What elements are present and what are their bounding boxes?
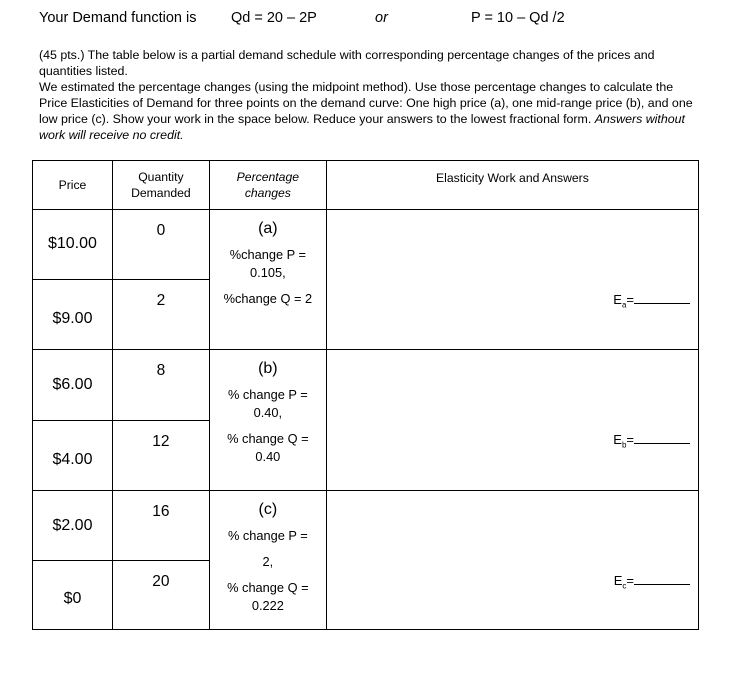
pct-line: % change Q =: [227, 431, 309, 446]
quantity-cell: 16: [112, 491, 209, 561]
instructions-paragraph-1: (45 pts.) The table below is a partial demand schedule with corresponding percentage changes of the prices and quantities listed.: [39, 48, 655, 78]
percentage-cell-b: [209, 350, 326, 491]
percentage-cell-a: [209, 210, 326, 350]
answer-blank-a[interactable]: [634, 293, 690, 304]
pct-line: % change P =: [227, 387, 308, 402]
quantity-cell: 12: [112, 421, 209, 491]
quantity-cell: 20: [112, 561, 209, 630]
demand-schedule-table: [32, 160, 699, 630]
answer-b: $E_b=$: [613, 432, 690, 450]
connector-or: or: [375, 10, 388, 26]
answer-c: $E_c=$: [614, 573, 690, 591]
quantity-cell: 8: [112, 350, 209, 421]
demand-equation-quantity: Qd = 20 – 2P: [231, 10, 317, 26]
price-cell: $10.00: [33, 210, 113, 280]
instructions-note: Answers without work will receive no credit.: [39, 112, 685, 142]
percentage-cell-c: [209, 491, 326, 630]
instructions-text: We estimated the percentage changes (using the midpoint method). Use those percentage changes to calculate the Price Elasticities of Demand for three points on the demand curve: One high price (a), one mid-range price (b), and one low price (c). Show your work in the space below. Reduce your answers to the lowest fractional form.: [39, 80, 693, 126]
price-cell: $6.00: [33, 350, 113, 421]
quantity-cell: 2: [112, 280, 209, 350]
table-row: [33, 491, 699, 561]
work-area-b[interactable]: [326, 350, 698, 491]
price-cell: $0: [33, 561, 113, 630]
price-cell: $4.00: [33, 421, 113, 491]
pct-line: 2,: [262, 554, 274, 569]
answer-blank-b[interactable]: [634, 433, 690, 444]
table-row: [33, 350, 699, 421]
header-work: Elasticity Work and Answers: [326, 161, 698, 210]
header-price: Price: [33, 161, 113, 210]
work-area-a[interactable]: [326, 210, 698, 350]
instructions-paragraph-2: [39, 79, 699, 143]
pct-line: % change P =: [227, 528, 308, 543]
pct-line: %change Q = 2: [223, 291, 313, 306]
work-area-c[interactable]: [326, 491, 698, 630]
pct-line: %change P =: [229, 247, 306, 262]
demand-function-label: Your Demand function is: [39, 10, 197, 26]
pct-line: 0.40: [255, 449, 281, 464]
header-percentage: Percentage changes: [209, 161, 326, 210]
price-cell: $9.00: [33, 280, 113, 350]
quantity-cell: 0: [112, 210, 209, 280]
table-header-row: [33, 161, 699, 210]
instructions: [39, 47, 699, 143]
pct-line: 0.40,: [253, 405, 283, 420]
price-cell: $2.00: [33, 491, 113, 561]
group-label-a: (a): [258, 220, 278, 237]
group-label-c: (c): [258, 501, 278, 518]
answer-a: $E_a=$: [613, 292, 690, 310]
answer-blank-c[interactable]: [634, 574, 690, 585]
pct-line: 0.222: [251, 598, 284, 613]
pct-line: 0.105,: [250, 265, 286, 280]
table-row: [33, 210, 699, 280]
pct-line: % change Q =: [227, 580, 309, 595]
demand-equation-price: P = 10 – Qd /2: [471, 10, 565, 26]
group-label-b: (b): [258, 360, 278, 377]
header-quantity: Quantity Demanded: [112, 161, 209, 210]
